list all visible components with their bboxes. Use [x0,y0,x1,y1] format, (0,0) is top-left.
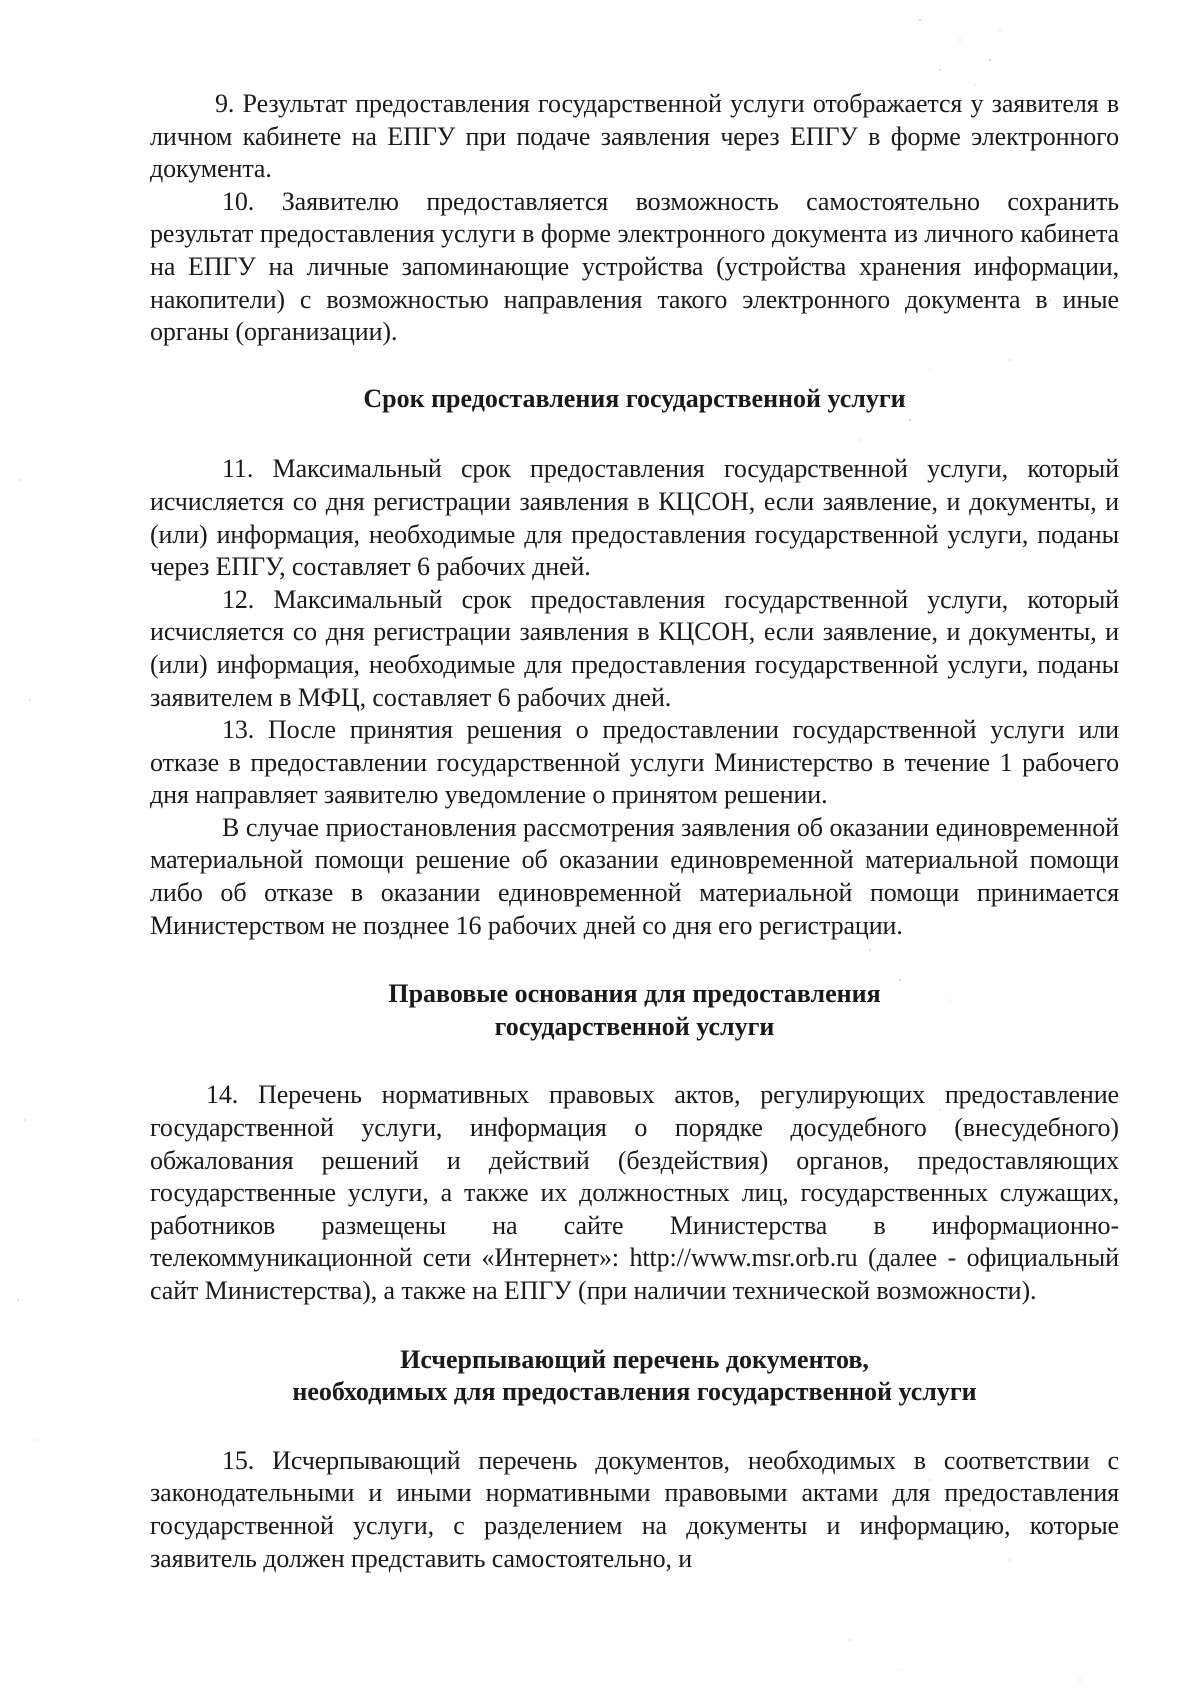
paragraph-11: 11. Максимальный срок предоставления государственной услуги, который исчисляется со дня регистрации заявления в КЦСОН, если заявление, и документы, и (или) информация, необходимые для предоставления государственной услуги, поданы через ЕПГУ, составляет 6 рабочих дней. [150,454,1119,582]
paragraph-12: 12. Максимальный срок предоставления государственной услуги, который исчисляется со дня регистрации заявления в КЦСОН, если заявление, и документы, и (или) информация, необходимые для предоставления государственной услуги, поданы заявителем в МФЦ, составляет 6 рабочих дней. [150,584,1119,712]
heading-documents-list-line-1: Исчерпывающий перечень документов, [400,1344,869,1374]
document-page [150,88,1119,1575]
paragraph-14: 14. Перечень нормативных правовых актов, регулирующих предоставление государственной услуги, информация о порядке досудебного (внесудебного) обжалования решений и действий (бездействия) органов, предоставляющих государственные услуги, а также их должностных лиц, государственных служащих, работников размещены на сайте Министерства в информационно-телекоммуникационной сети «Интернет»: http://www.msr.orb.ru (далее - официальный сайт Министерства), а также на ЕПГУ (при наличии технической возможности). [150,1080,1119,1305]
paragraph-13: 13. После принятия решения о предоставлении государственной услуги или отказе в предоставлении государственной услуги Министерство в течение 1 рабочего дня направляет заявителю уведомление о принятом решении. [150,715,1119,810]
paragraph-9: 9. Результат предоставления государственной услуги отображается у заявителя в личном кабинете на ЕПГУ при подаче заявления через ЕПГУ в форме электронного документа. [150,89,1119,184]
paragraph-15: 15. Исчерпывающий перечень документов, необходимых в соответствии с законодательными и иными нормативными правовыми актами для предоставления государственной услуги, с разделением на документы и информацию, которые заявитель должен представить самостоятельно, и [150,1445,1119,1573]
heading-service-term: Срок предоставления государственной услуги [363,383,906,413]
heading-legal-basis-line-2: государственной услуги [494,1011,775,1041]
paragraph-10: 10. Заявителю предоставляется возможность самостоятельно сохранить результат предоставления услуги в форме электронного документа из личного кабинета на ЕПГУ на личные запоминающие устройства (устройства хранения информации, накопители) с возможностью направления такого электронного документа в иные органы (организации). [150,186,1119,347]
paragraph-13-continued: В случае приостановления рассмотрения заявления об оказании единовременной материальной помощи решение об оказании единовременной материальной помощи либо об отказе в оказании единовременной материальной помощи принимается Министерством не позднее 16 рабочих дней со дня его регистрации. [150,812,1119,940]
heading-legal-basis-line-1: Правовые основания для предоставления [388,979,881,1009]
heading-documents-list-line-2: необходимых для предоставления государственной услуги [292,1377,977,1407]
